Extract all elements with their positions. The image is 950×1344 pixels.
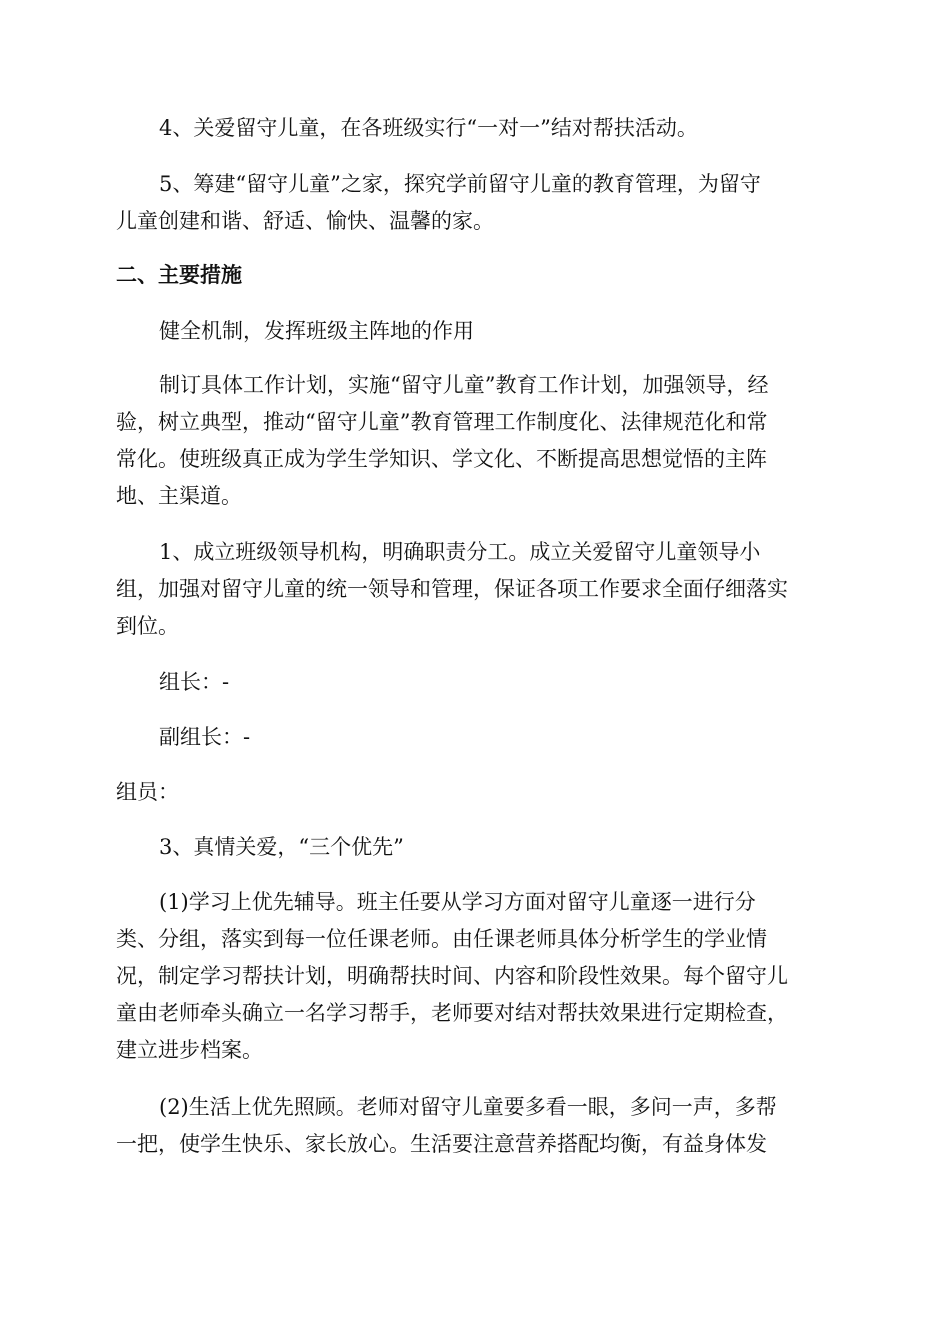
text-line: (1)学习上优先辅导。班主任要从学习方面对留守儿童逐一进行分 — [159, 890, 756, 914]
paragraph-item-4 — [116, 110, 836, 147]
deputy-leader-line — [116, 719, 836, 756]
text-line: 组长：- — [159, 670, 230, 694]
leader-line — [116, 664, 836, 701]
text-line: 组，加强对留守儿童的统一领导和管理，保证各项工作要求全面仔细落实 — [116, 577, 788, 601]
text-line: 建立进步档案。 — [116, 1038, 263, 1062]
text-line: 常化。使班级真正成为学生学知识、学文化、不断提高思想觉悟的主阵 — [116, 447, 767, 471]
text-line: 验，树立典型，推动“留守儿童”教育管理工作制度化、法律规范化和常 — [116, 410, 768, 434]
text-line: 地、主渠道。 — [116, 484, 242, 508]
text-line: 组员： — [116, 780, 179, 804]
text-line: 儿童创建和谐、舒适、愉快、温馨的家。 — [116, 209, 494, 233]
paragraph-life — [116, 1089, 836, 1163]
text-line: 5、筹建“留守儿童”之家，探究学前留守儿童的教育管理，为留守 — [159, 172, 761, 196]
text-line: 一把，使学生快乐、家长放心。生活要注意营养搭配均衡，有益身体发 — [116, 1132, 767, 1156]
text-line: 类、分组，落实到每一位任课老师。由任课老师具体分析学生的学业情 — [116, 927, 767, 951]
section-heading: 二、主要措施 — [116, 263, 242, 287]
text-line: 1、成立班级领导机构，明确职责分工。成立关爱留守儿童领导小 — [159, 540, 761, 564]
paragraph-plan — [116, 367, 836, 515]
paragraph-subtitle — [116, 313, 836, 350]
text-line: 副组长：- — [159, 725, 251, 749]
paragraph-item-5 — [116, 166, 836, 240]
paragraph-item-1 — [116, 534, 836, 645]
members-line — [116, 774, 836, 811]
text-line: 制订具体工作计划，实施“留守儿童”教育工作计划，加强领导，经 — [159, 373, 769, 397]
text-line: 到位。 — [116, 614, 179, 638]
text-line: 童由老师牵头确立一名学习帮手，老师要对结对帮扶效果进行定期检查， — [116, 1001, 788, 1025]
text-line: 健全机制，发挥班级主阵地的作用 — [159, 319, 474, 343]
paragraph-item-3 — [116, 829, 836, 866]
text-line: 况，制定学习帮扶计划，明确帮扶时间、内容和阶段性效果。每个留守儿 — [116, 964, 788, 988]
paragraph-study — [116, 884, 836, 1069]
text-line: 4、关爱留守儿童，在各班级实行“一对一”结对帮扶活动。 — [159, 116, 698, 140]
text-line: (2)生活上优先照顾。老师对留守儿童要多看一眼，多问一声，多帮 — [159, 1095, 777, 1119]
text-line: 3、真情关爱，“三个优先” — [159, 835, 404, 859]
